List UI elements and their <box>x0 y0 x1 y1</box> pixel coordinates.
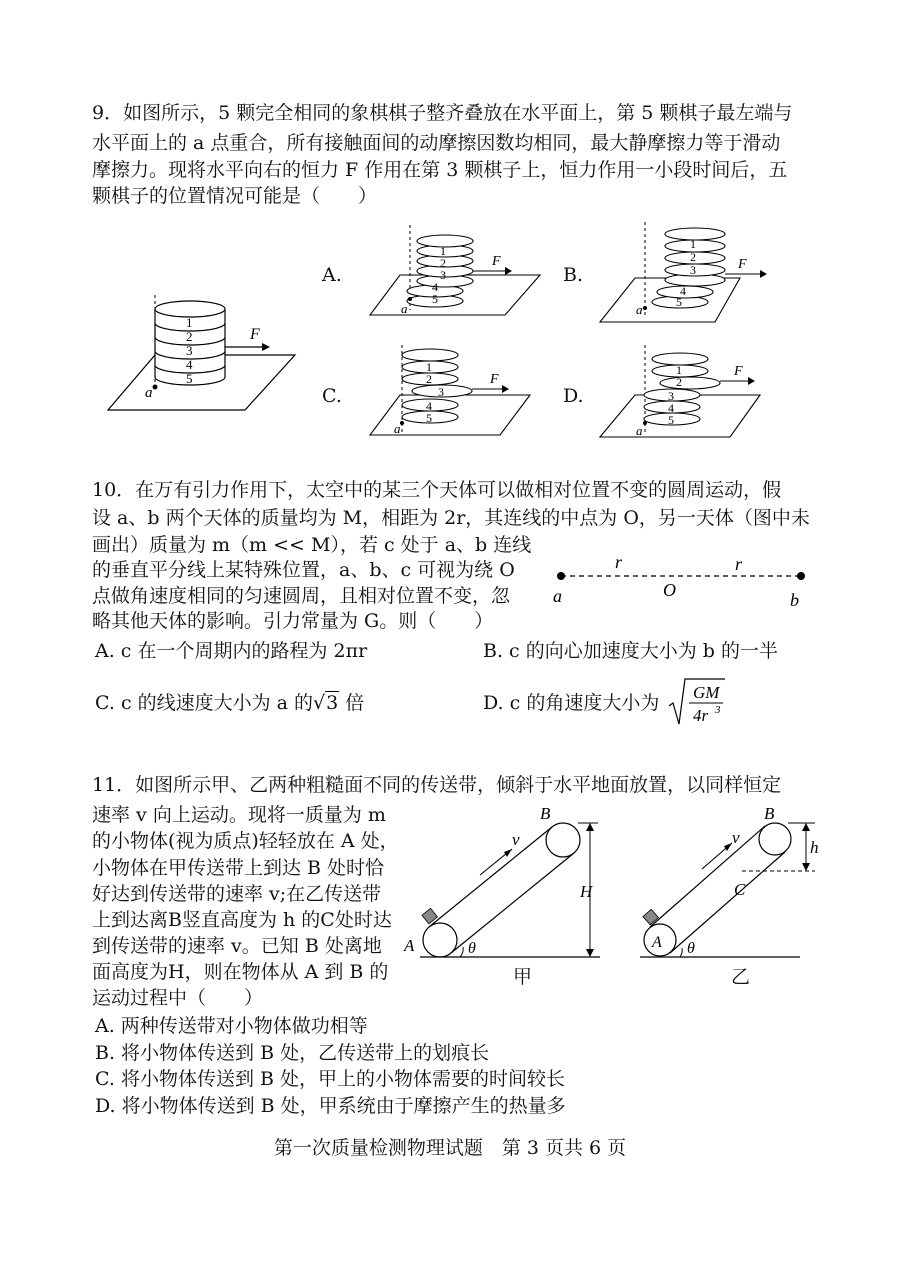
q10-option-c: C. c 的线速度大小为 a 的√3 倍 <box>95 692 365 714</box>
q9-line-4: 颗棋子的位置情况可能是（ ） <box>92 185 378 207</box>
q10-option-d <box>483 690 659 716</box>
q9-main-num-3: 3 <box>186 343 193 358</box>
q11-jia-label-v: v <box>512 830 520 849</box>
q9-a-force-label: F <box>492 254 501 269</box>
q11-line-4: 小物体在甲传送带上到达 B 处时恰 <box>92 857 385 879</box>
q11-option-a: A. 两种传送带对小物体做功相等 <box>95 1015 368 1037</box>
q10-label-r-left: r <box>615 552 623 572</box>
q9-a-num-2: 2 <box>440 256 446 270</box>
q9-option-d-label: D. <box>563 385 584 407</box>
q9-d-num-3: 3 <box>668 389 674 403</box>
q9-figure-b <box>600 222 780 327</box>
q11-jia-label-theta: θ <box>468 940 476 957</box>
q10-line-6: 略其他天体的影响。引力常量为 G。则（ ） <box>92 610 494 632</box>
q11-yi-label-theta: θ <box>687 940 695 957</box>
q11-yi-label-a: A <box>652 934 662 951</box>
q11-yi-label-b: B <box>764 804 775 823</box>
q9-main-force-label: F <box>250 326 260 343</box>
q10-option-d-formula <box>667 676 727 728</box>
q11-option-c: C. 将小物体传送到 B 处，甲上的小物体需要的时间较长 <box>95 1068 565 1090</box>
q11-yi-label-c: C <box>734 880 746 899</box>
q11-label-yi: 乙 <box>731 966 751 988</box>
q11-yi-label-h-small: h <box>810 838 819 857</box>
q9-line-3: 摩擦力。现将水平向右的恒力 F 作用在第 3 颗棋子上，恒力作用一小段时间后，五 <box>92 159 788 181</box>
q10-line-2: 设 a、b 两个天体的质量均为 M，相距为 2r，其连线的中点为 O，另一天体（图中未 <box>92 507 810 529</box>
q9-option-a-label: A. <box>322 264 342 286</box>
q11-line-2: 速率 v 向上运动。现将一质量为 m <box>92 804 386 826</box>
q9-figure-d <box>600 345 780 440</box>
q9-b-num-3: 3 <box>690 263 696 277</box>
q11-line-5: 好达到传送带的速率 v;在乙传送带 <box>92 883 382 905</box>
q9-option-c-label: C. <box>322 385 342 407</box>
q11-option-d: D. 将小物体传送到 B 处，甲系统由于摩擦产生的热量多 <box>95 1095 566 1117</box>
q9-d-num-5: 5 <box>668 413 674 427</box>
q10-option-d-text: D. c 的角速度大小为 <box>483 692 660 714</box>
q9-a-num-3: 3 <box>440 268 446 282</box>
q11-belt-yi <box>630 805 830 990</box>
q9-main-num-5: 5 <box>186 371 193 386</box>
q10-line-1: 10．在万有引力作用下，太空中的某三个天体可以做相对位置不变的圆周运动，假 <box>92 479 782 501</box>
q9-a-num-1: 1 <box>440 244 446 258</box>
q10-label-a: a <box>553 586 562 606</box>
q9-option-b-label: B. <box>563 264 584 286</box>
q10-d-denominator: 4r <box>693 706 709 725</box>
q10-d-exponent: 3 <box>715 704 721 716</box>
q10-d-numerator: GM <box>693 683 720 702</box>
q9-c-force-label: F <box>490 372 499 387</box>
q11-option-b: B. 将小物体传送到 B 处，乙传送带上的划痕长 <box>95 1042 490 1064</box>
q9-b-num-5: 5 <box>676 295 682 309</box>
q10-option-c-text: C. c 的线速度大小为 a 的 <box>95 692 314 714</box>
q9-main-num-4: 4 <box>186 357 193 372</box>
q9-c-num-3: 3 <box>438 385 444 399</box>
q9-b-num-2: 2 <box>690 250 696 264</box>
q9-figure-a <box>370 225 550 325</box>
q9-b-point-label: a <box>636 302 643 317</box>
q11-jia-label-h-big: H <box>580 882 593 901</box>
q11-label-jia: 甲 <box>513 966 533 988</box>
q9-c-num-2: 2 <box>426 372 432 386</box>
q10-label-r-right: r <box>735 554 743 574</box>
q9-d-num-4: 4 <box>668 401 674 415</box>
q11-belt-jia <box>400 805 610 990</box>
q11-jia-label-b: B <box>540 804 551 823</box>
q11-line-8: 面高度为H，则在物体从 A 到 B 的 <box>92 961 389 983</box>
q9-d-num-1: 1 <box>676 363 682 377</box>
q9-d-point-label: a <box>636 423 643 438</box>
q11-line-9: 运动过程中（ ） <box>92 987 264 1009</box>
q9-a-point-label: a <box>401 301 408 316</box>
q9-b-force-label: F <box>738 257 747 272</box>
q9-main-num-2: 2 <box>186 329 193 344</box>
q10-line-3: 画出）质量为 m（m << M），若 c 处于 a、b 连线 <box>92 534 532 556</box>
q9-b-num-4: 4 <box>680 284 686 298</box>
q11-line-6: 上到达离B竖直高度为 h 的C处时达 <box>92 909 392 931</box>
q9-line-2: 水平面上的 a 点重合，所有接触面间的动摩擦因数均相同，最大静摩擦力等于滑动 <box>92 132 781 154</box>
q9-b-num-1: 1 <box>690 237 696 251</box>
q9-main-figure <box>100 285 300 415</box>
q10-option-c-suffix: 倍 <box>345 692 365 714</box>
q10-option-b: B. c 的向心加速度大小为 b 的一半 <box>483 640 778 662</box>
q10-diagram <box>545 548 820 614</box>
q10-line-4: 的垂直平分线上某特殊位置，a、b、c 可视为绕 O <box>92 559 515 581</box>
q9-line-1: 9．如图所示，5 颗完全相同的象棋棋子整齐叠放在水平面上，第 5 颗棋子最左端与 <box>92 102 793 124</box>
q10-option-a: A. c 在一个周期内的路程为 2πr <box>95 640 368 662</box>
q11-yi-label-v: v <box>732 828 740 847</box>
q9-d-force-label: F <box>734 364 743 379</box>
q9-a-num-5: 5 <box>432 292 438 306</box>
q9-figure-c <box>360 345 540 440</box>
q9-c-num-5: 5 <box>426 411 432 425</box>
q10-label-b: b <box>790 590 799 610</box>
q11-line-3: 的小物体(视为质点)轻轻放在 A 处， <box>92 830 399 852</box>
q9-c-num-4: 4 <box>426 399 432 413</box>
q11-line-1: 11．如图所示甲、乙两种粗糙面不同的传送带，倾斜于水平地面放置，以同样恒定 <box>92 774 782 796</box>
q9-c-point-label: a <box>394 421 401 436</box>
q9-c-num-1: 1 <box>426 360 432 374</box>
q10-line-5: 点做角速度相同的匀速圆周，且相对位置不变，忽 <box>92 585 511 607</box>
q10-option-c-radicand: 3 <box>326 692 339 714</box>
page-footer: 第一次质量检测物理试题 第 3 页共 6 页 <box>273 1137 627 1159</box>
q9-main-num-1: 1 <box>186 315 193 330</box>
q9-d-num-2: 2 <box>676 375 682 389</box>
q11-line-7: 到传送带的速率 v。已知 B 处离地 <box>92 935 382 957</box>
q9-a-num-4: 4 <box>432 280 438 294</box>
q9-main-point-label: a <box>145 385 153 401</box>
q11-jia-label-a: A <box>404 936 415 955</box>
q10-label-o: O <box>663 580 676 600</box>
